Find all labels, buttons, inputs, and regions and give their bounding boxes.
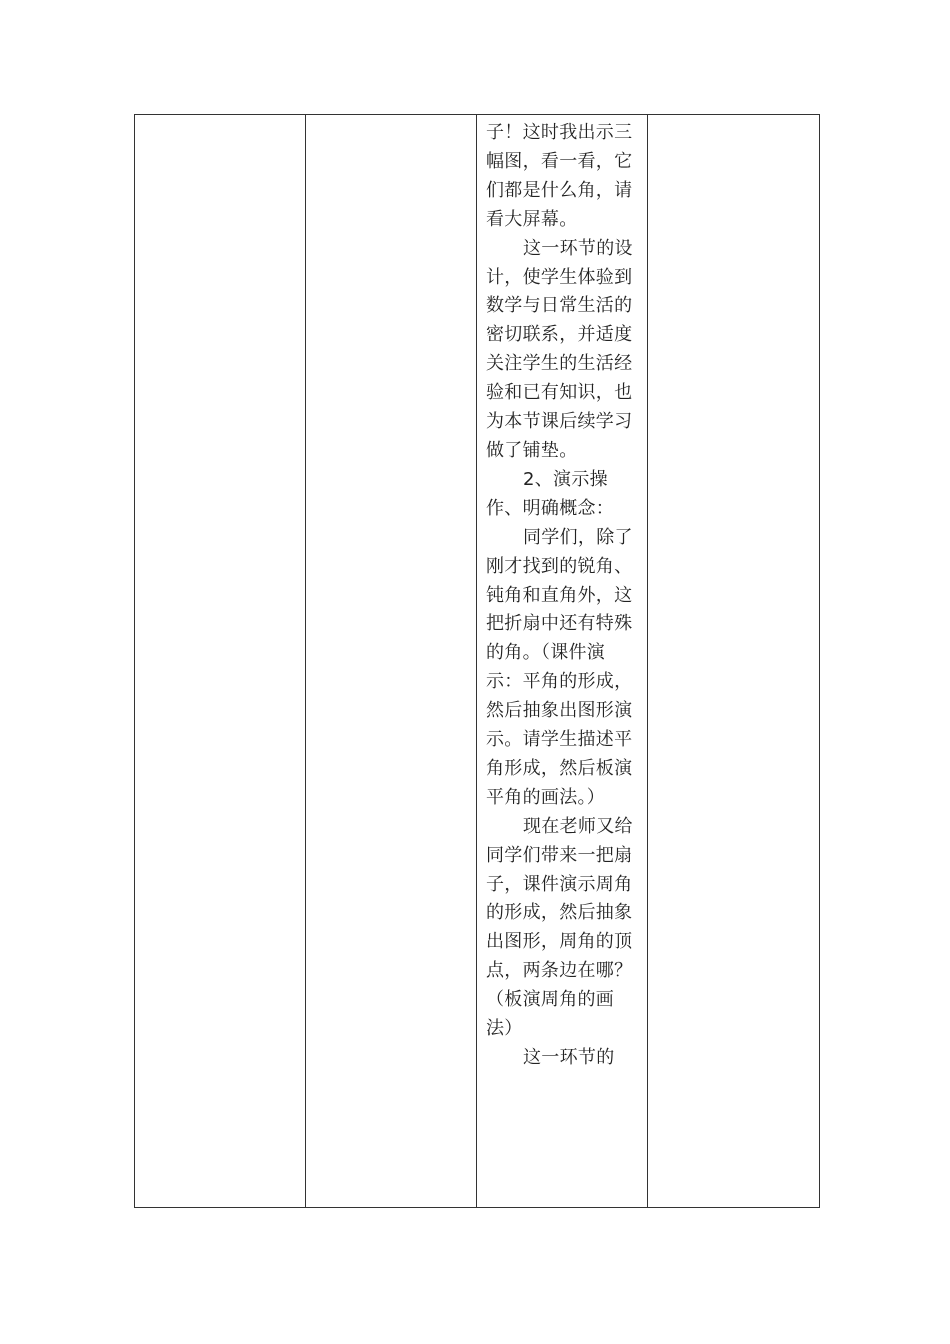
paragraph: 现在老师又给同学们带来一把扇子，课件演示周角的形成，然后抽象出图形，周角的顶点，两条边在哪？（板演周角的画法） — [486, 815, 633, 1040]
paragraph: 2、演示操作、明确概念： — [486, 468, 615, 519]
table-row — [135, 115, 820, 1208]
lesson-plan-table — [134, 114, 820, 1208]
paragraph: 这一环节的 — [523, 1047, 615, 1068]
cell-text-block — [477, 115, 647, 1073]
table-cell-column-2 — [306, 115, 477, 1208]
table-cell-column-1 — [135, 115, 306, 1208]
paragraph: 子！这时我出示三幅图，看一看，它们都是什么角，请看大屏幕。 — [486, 122, 633, 230]
paragraph: 这一环节的设计，使学生体验到数学与日常生活的密切联系，并适度关注学生的生活经验和已有知识，也为本节课后续学习做了铺垫。 — [486, 237, 633, 461]
table-cell-column-4 — [648, 115, 820, 1208]
paragraph: 同学们，除了刚才找到的锐角、钝角和直角外，这把折扇中还有特殊的角。（课件演示：平角的形成，然后抽象出图形演示。请学生描述平角形成，然后板演平角的画法。） — [486, 526, 633, 808]
table-cell-column-3 — [477, 115, 648, 1208]
